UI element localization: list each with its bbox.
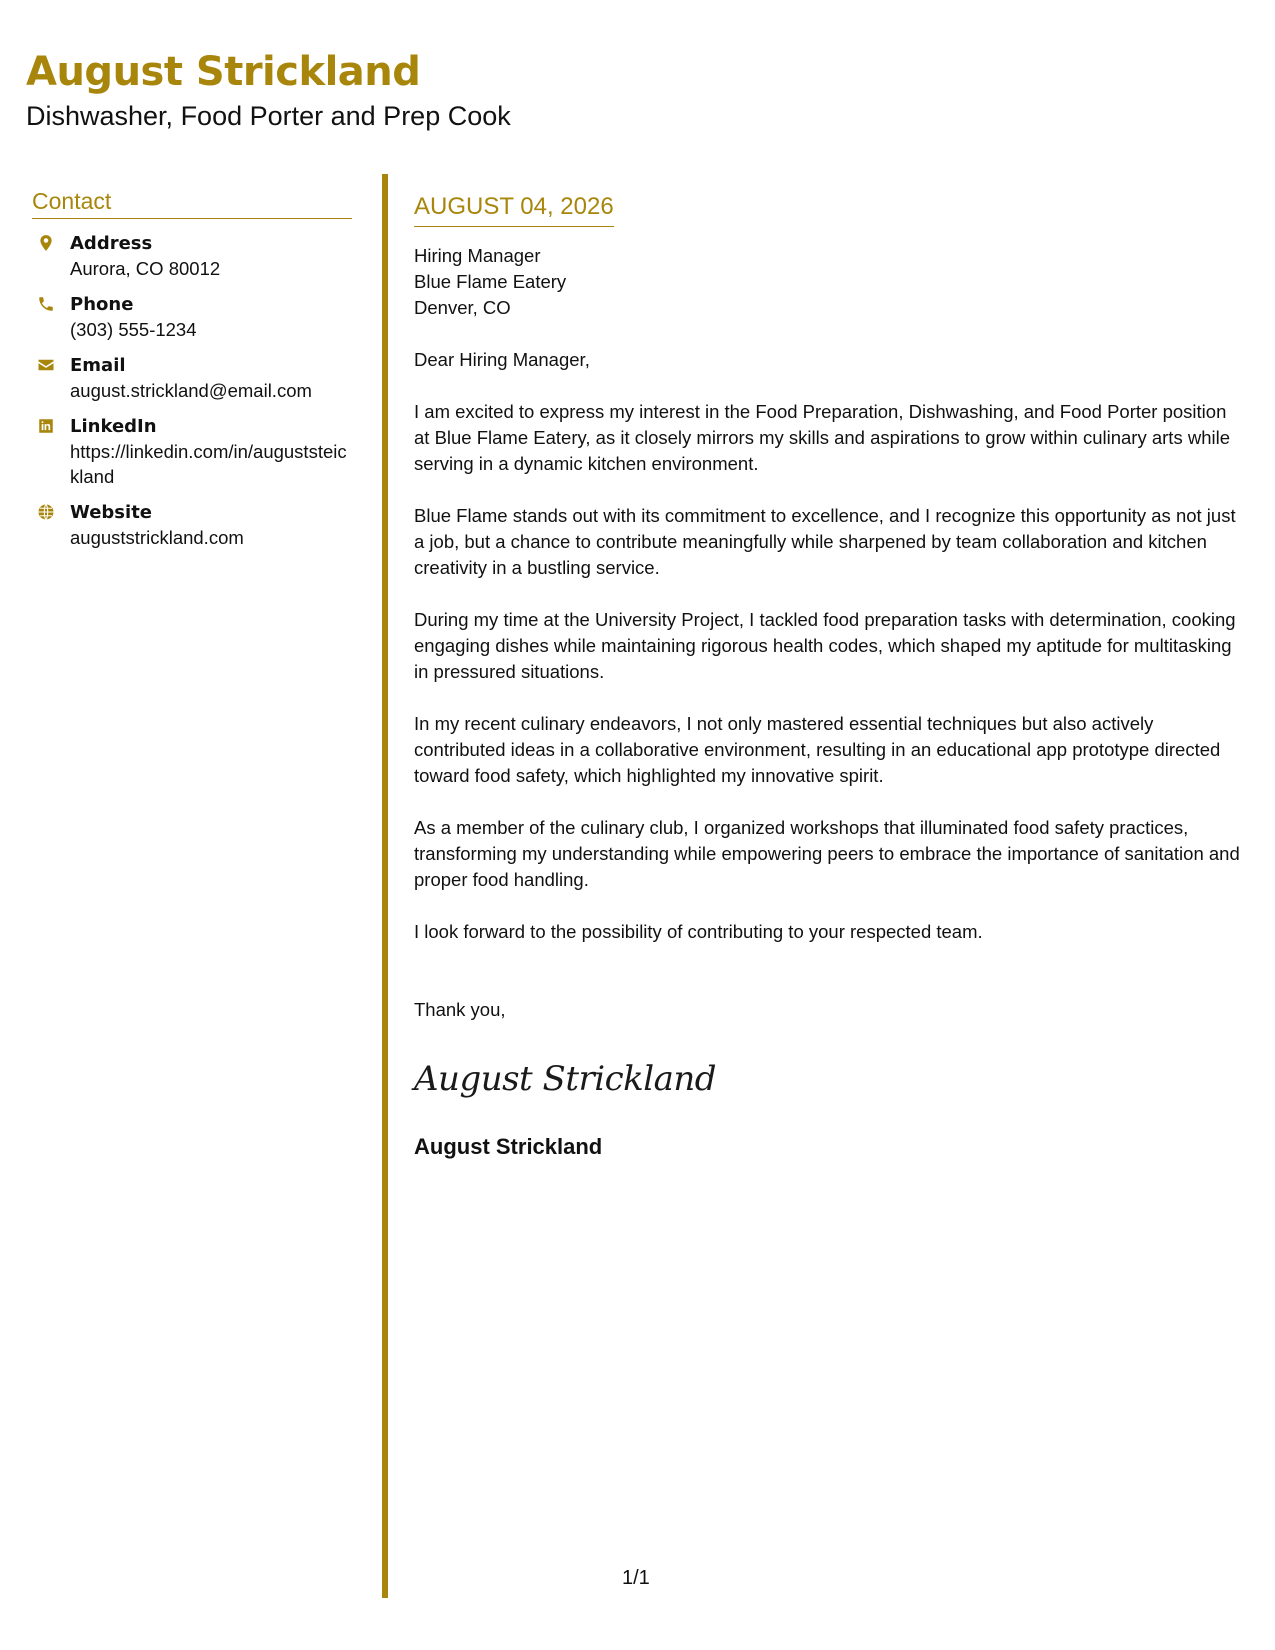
phone-icon xyxy=(36,294,56,314)
body-paragraph: In my recent culinary endeavors, I not only mastered essential techniques but also actively contributed ideas in a collaborative environment, resulting in an educational app prototype directed toward food safety, which highlighted my innovative spirit. xyxy=(414,713,1221,786)
greeting: Dear Hiring Manager, xyxy=(414,349,590,370)
contact-item-linkedin xyxy=(32,414,352,489)
body-paragraph: Blue Flame stands out with its commitment to excellence, and I recognize this opportunity as not just a job, but a chance to contribute meaningfully while sharpened by team collaboration and kitchen creativity in a bustling service. xyxy=(414,505,1236,578)
globe-icon xyxy=(36,502,56,522)
recipient-title: Hiring Manager xyxy=(414,245,541,266)
website-label: Website xyxy=(70,502,153,523)
job-title: Dishwasher, Food Porter and Prep Cook xyxy=(26,101,511,131)
website-url[interactable]: auguststrickland.com xyxy=(70,527,244,548)
body-paragraph: As a member of the culinary club, I organized workshops that illuminated food safety practices, transforming my understanding while empowering peers to embrace the importance of sanitation and proper food handling. xyxy=(414,817,1240,890)
contact-sidebar xyxy=(32,186,352,561)
contact-item-website xyxy=(32,500,352,550)
body-paragraph: I look forward to the possibility of contributing to your respected team. xyxy=(414,921,983,942)
recipient-company: Blue Flame Eatery xyxy=(414,271,567,292)
signer-name: August Strickland xyxy=(414,1134,603,1159)
phone-value: (303) 555-1234 xyxy=(70,319,197,340)
letter-date: AUGUST 04, 2026 xyxy=(414,192,614,227)
page-number: 1/1 xyxy=(622,1567,650,1589)
email-value: august.strickland@email.com xyxy=(70,380,312,401)
recipient-block xyxy=(414,243,1244,321)
recipient-location: Denver, CO xyxy=(414,297,511,318)
contact-item-phone xyxy=(32,292,352,342)
applicant-name: August Strickland xyxy=(26,49,421,95)
linkedin-icon xyxy=(36,416,56,436)
location-pin-icon xyxy=(36,233,56,253)
contact-item-address xyxy=(32,231,352,281)
address-value: Aurora, CO 80012 xyxy=(70,258,221,279)
email-label: Email xyxy=(70,355,126,376)
linkedin-url[interactable]: https://linkedin.com/in/auguststeickland xyxy=(70,441,347,487)
handwritten-signature: August Strickland xyxy=(414,1059,717,1099)
address-label: Address xyxy=(70,233,153,254)
contact-heading: Contact xyxy=(32,186,352,219)
contact-item-email xyxy=(32,353,352,403)
phone-label: Phone xyxy=(70,294,134,315)
linkedin-label: LinkedIn xyxy=(70,416,157,437)
envelope-icon xyxy=(36,355,56,375)
body-paragraph: I am excited to express my interest in the Food Preparation, Dishwashing, and Food Porter position at Blue Flame Eatery, as it closely mirrors my skills and aspirations to grow within culinary arts while serving in a dynamic kitchen environment. xyxy=(414,401,1230,474)
vertical-divider xyxy=(382,174,388,1598)
body-paragraph: During my time at the University Project, I tackled food preparation tasks with determination, cooking engaging dishes while maintaining rigorous health codes, which shaped my aptitude for multitasking in pressured situations. xyxy=(414,609,1236,682)
cover-letter-body xyxy=(414,192,1244,1161)
closing: Thank you, xyxy=(414,999,506,1020)
